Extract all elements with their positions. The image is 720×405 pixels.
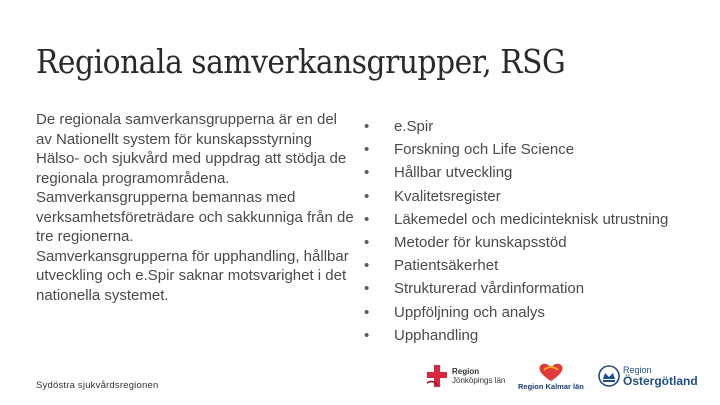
logo-jonkoping-line1: Region bbox=[452, 367, 480, 376]
intro-paragraph-2: Samverkansgrupperna bemannas med verksamhetsföreträdare och sakkunniga från de tre regionerna. bbox=[36, 189, 354, 245]
list-item: • Patientsäkerhet bbox=[362, 254, 668, 277]
list-item: • Hållbar utveckling bbox=[362, 161, 668, 184]
intro-paragraph-3: Samverkansgrupperna för upphandling, hållbar utveckling och e.Spir saknar motsvarighet i det nationella systemet. bbox=[36, 247, 349, 304]
logo-ostergotland-line2: Östergötland bbox=[623, 374, 698, 388]
list-item: • e.Spir bbox=[362, 115, 668, 138]
crown-emblem-icon bbox=[598, 363, 620, 389]
list-item: • Metoder för kunskapsstöd bbox=[362, 231, 668, 254]
list-item: • Forskning och Life Science bbox=[362, 138, 668, 161]
intro-paragraph-1: De regionala samverkansgrupperna är en del av Nationellt system för kunskapsstyrning Hälso- och sjukvård med uppdrag att stödja de regionala programområdena. bbox=[36, 111, 347, 187]
list-item: • Strukturerad vårdinformation bbox=[362, 277, 668, 300]
list-item: • Upphandling bbox=[362, 324, 668, 347]
list-item: • Uppföljning och analys bbox=[362, 301, 668, 324]
intro-text-block bbox=[36, 110, 356, 305]
list-item: • Läkemedel och medicinteknisk utrustning bbox=[362, 208, 668, 231]
heart-icon bbox=[534, 362, 568, 382]
slide-title: Regionala samverkansgrupper, RSG bbox=[36, 42, 566, 81]
logo-region-ostergotland bbox=[598, 358, 698, 394]
logo-ostergotland-line1: Region bbox=[623, 365, 652, 375]
logo-kalmar-text: Region Kalmar län bbox=[518, 381, 584, 391]
red-cross-heart-icon bbox=[425, 363, 449, 389]
logo-region-jonkoping bbox=[425, 358, 505, 394]
list-item: • Kvalitetsregister bbox=[362, 185, 668, 208]
logo-jonkoping-line2: Jönköpings län bbox=[452, 376, 506, 385]
logo-region-kalmar bbox=[518, 358, 584, 394]
group-list bbox=[362, 115, 668, 347]
footer-organization: Sydöstra sjukvårdsregionen bbox=[36, 380, 159, 391]
